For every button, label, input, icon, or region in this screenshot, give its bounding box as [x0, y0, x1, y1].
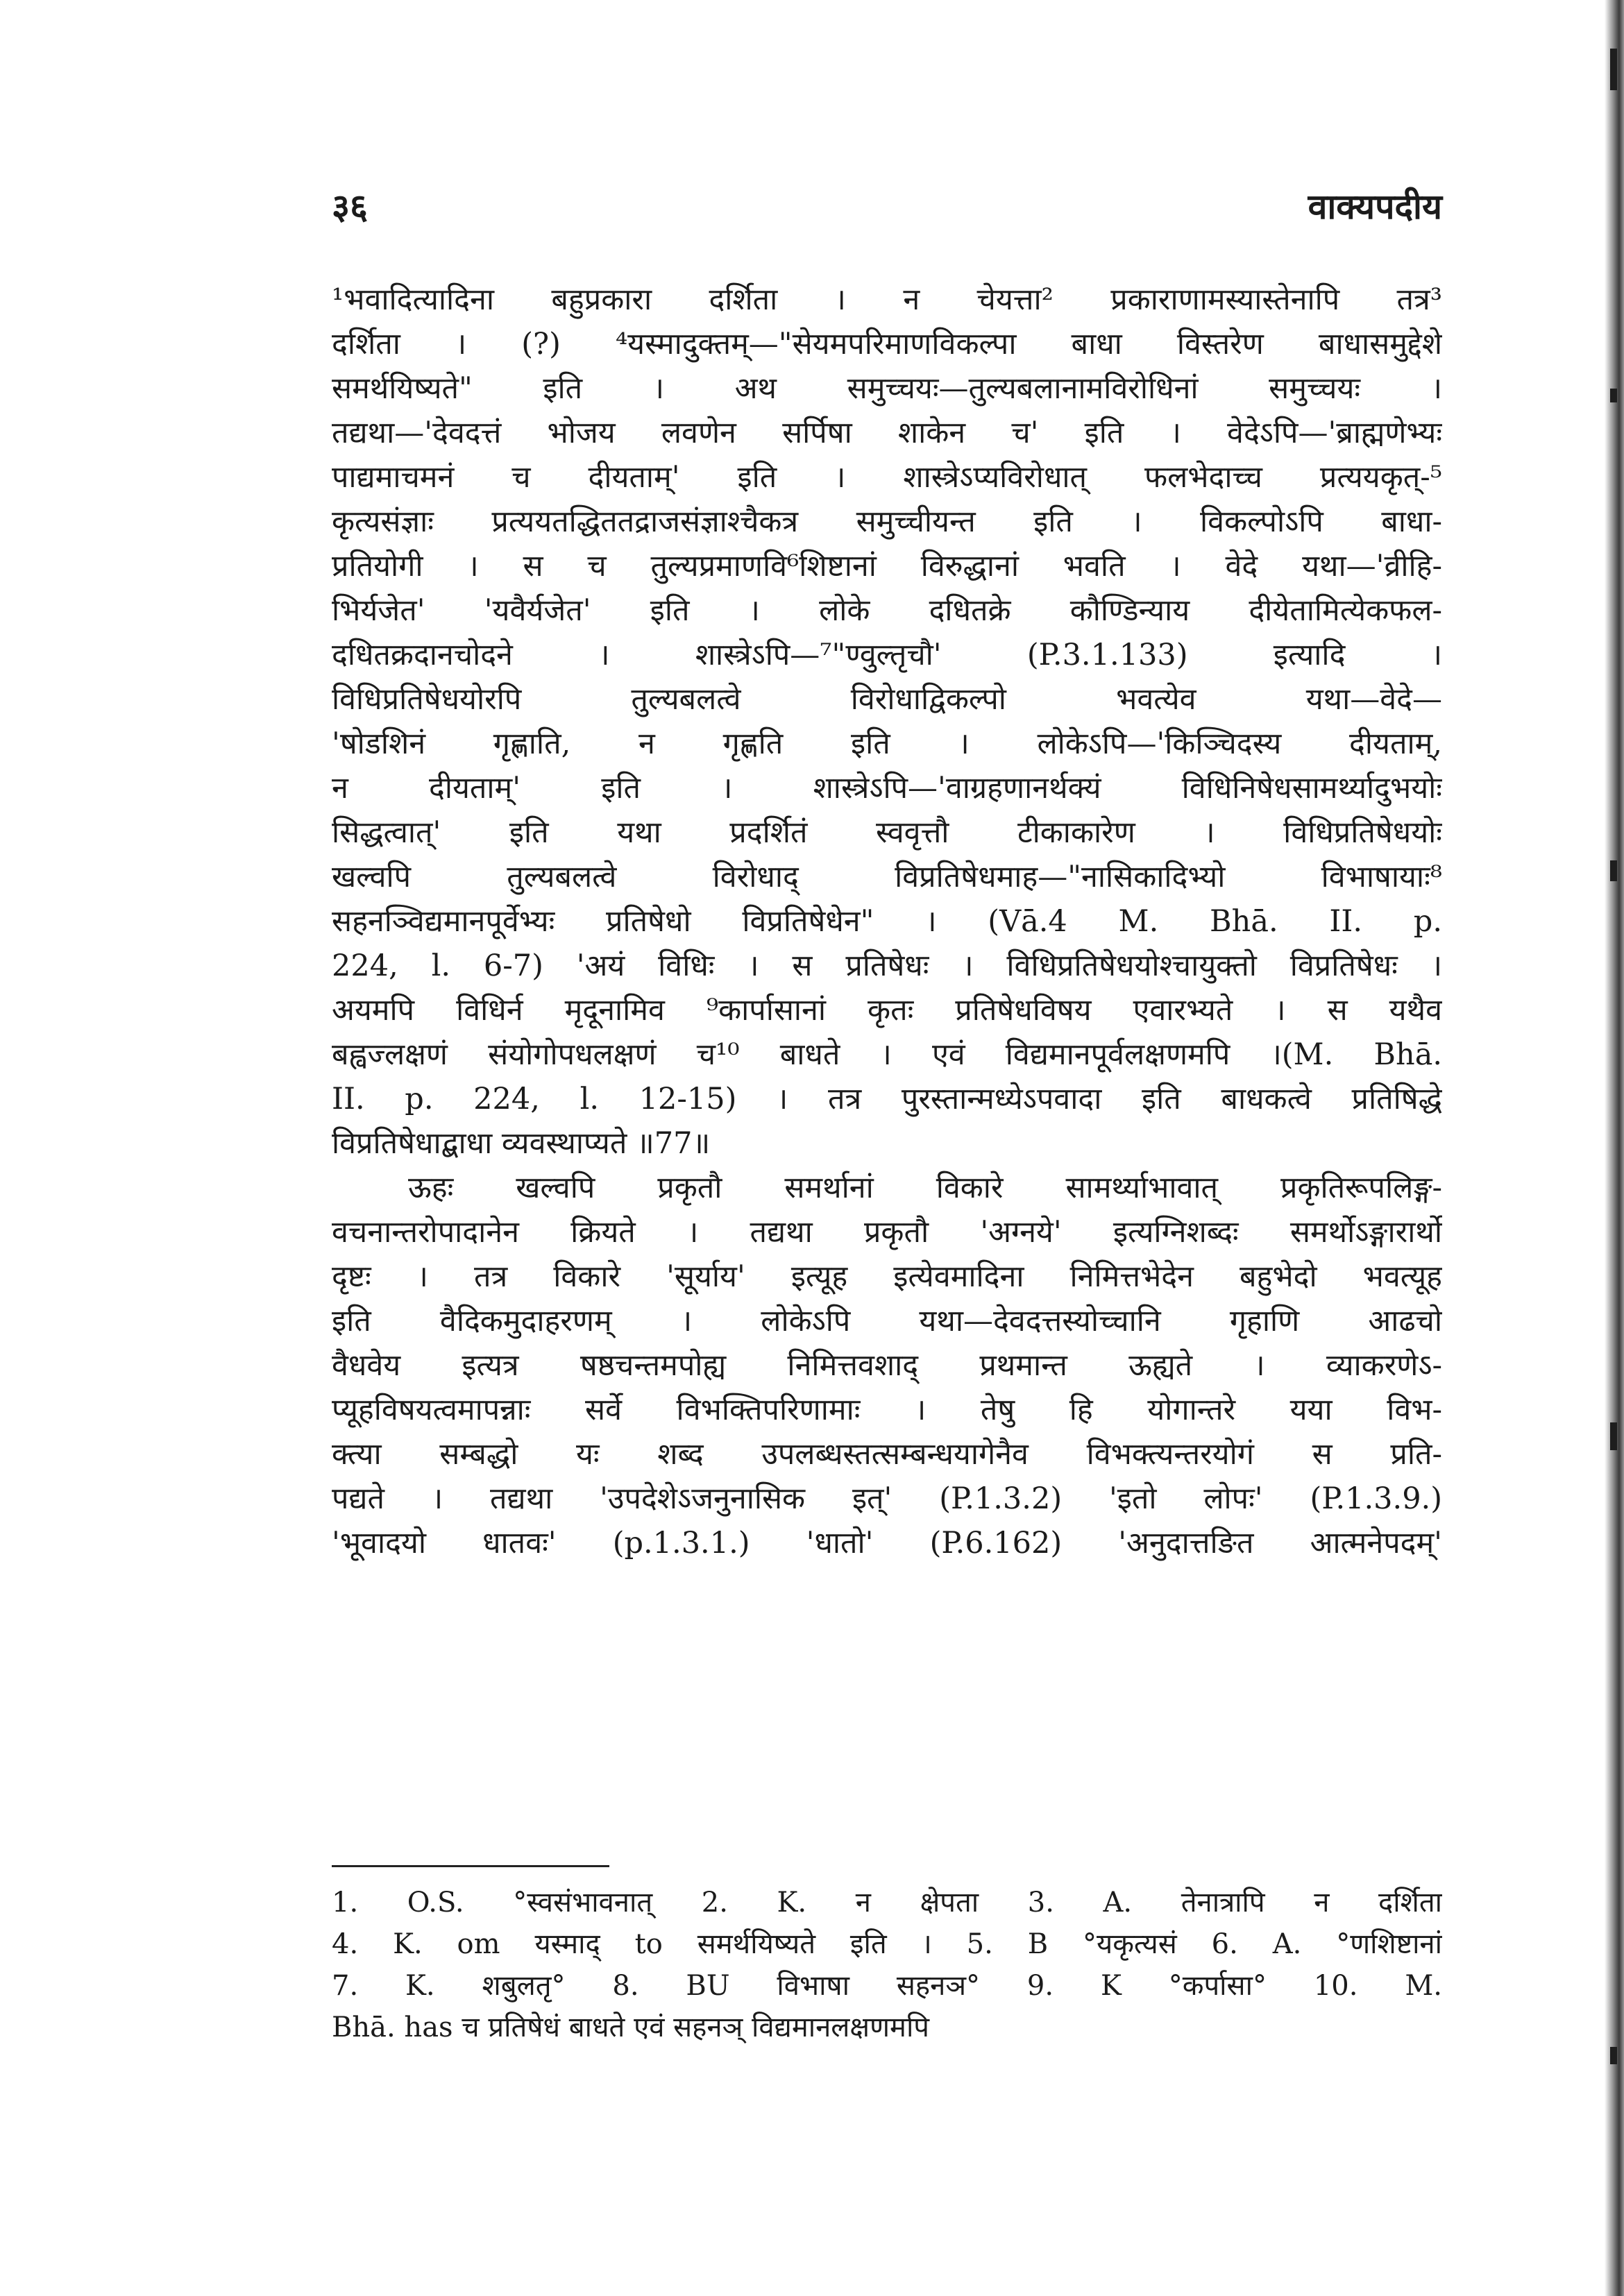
text-line: इति वैदिकमुदाहरणम् । लोकेऽपि यथा—देवदत्तस्योच्चानि गृहाणि आढचो	[332, 1304, 1442, 1338]
text-line: 'षोडशिनं गृह्णाति, न गृह्णति इति । लोकेऽपि—'किञ्चिदस्य दीयताम्,	[332, 726, 1442, 761]
text-line: खल्वपि तुल्यबलत्वे विरोधाद् विप्रतिषेधमाह—"नासिकादिभ्यो विभाषायाः⁸	[332, 860, 1442, 894]
footnotes	[332, 1882, 1442, 2048]
text-line: प्यूहविषयत्वमापन्नाः सर्वे विभक्तिपरिणामाः । तेषु हि योगान्तरे यया विभ-	[332, 1393, 1442, 1427]
page-binding-edge	[1605, 0, 1624, 2296]
page-header	[332, 182, 1442, 230]
text-line: 224, l. 6-7) 'अयं विधिः । स प्रतिषेधः । विधिप्रतिषेधयोश्चायुक्तो विप्रतिषेधः ।	[332, 949, 1442, 983]
text-line: वचनान्तरोपादानेन क्रियते । तद्यथा प्रकृतौ 'अग्नये' इत्यग्निशब्दः समर्थोऽङ्गारार्थो	[332, 1215, 1442, 1250]
text-line: कृत्यसंज्ञाः प्रत्ययतद्धिततद्राजसंज्ञाश्चैकत्र समुच्चीयन्त इति । विकल्पोऽपि बाधा-	[332, 504, 1442, 539]
text-line: भिर्यजेत' 'यवैर्यजेत' इति । लोके दधितक्रे कौण्डिन्याय दीयेतामित्येकफल-	[332, 593, 1442, 628]
text-line: क्त्या सम्बद्धो यः शब्द उपलब्धस्तत्सम्बन्धयागेनैव विभक्त्यन्तरयोगं स प्रति-	[332, 1437, 1442, 1472]
footnote-line: 1. O.S. °स्वसंभावनात् 2. K. न क्षेपता 3. A. तेनात्रापि न दर्शिता	[332, 1887, 1442, 1919]
text-line: दधितक्रदानचोदने । शास्त्रेऽपि—⁷"ण्वुल्तृचौ' (P.3.1.133) इत्यादि ।	[332, 638, 1442, 672]
footnote-line: Bhā. has च प्रतिषेधं बाधते एवं सहनञ् विद्यमानलक्षणमपि	[332, 2012, 930, 2043]
text-line: सहनञ्विद्यमानपूर्वेभ्यः प्रतिषेधो विप्रतिषेधेन" । (Vā.4 M. Bhā. II. p.	[332, 904, 1442, 939]
text-line: ऊहः खल्वपि प्रकृतौ समर्थानां विकारे सामर्थ्याभावात् प्रकृतिरूपलिङ्ग-	[408, 1171, 1442, 1205]
text-line: ¹भवादित्यादिना बहुप्रकारा दर्शिता । न चेयत्ता² प्रकाराणामस्यास्तेनापि तत्र³	[332, 282, 1442, 317]
text-line: पाद्यमाचमनं च दीयताम्' इति । शास्त्रेऽप्यविरोधात् फलभेदाच्च प्रत्ययकृत्-⁵	[332, 460, 1442, 495]
text-line: विप्रतिषेधाद्बाधा व्यवस्थाप्यते ॥77॥	[332, 1126, 711, 1161]
text-line: 'भूवादयो धातवः' (p.1.3.1.) 'धातो' (P.6.162) 'अनुदात्तङित आत्मनेपदम्'	[332, 1526, 1442, 1561]
footnote-rule	[332, 1865, 609, 1867]
text-line: समर्थयिष्यते" इति । अथ समुच्चयः—तुल्यबलानामविरोधिनां समुच्चयः ।	[332, 371, 1442, 406]
text-line: दृष्टः । तत्र विकारे 'सूर्याय' इत्यूह इत्येवमादिना निमित्तभेदेन बहुभेदो भवत्यूह	[332, 1259, 1442, 1294]
text-line: अयमपि विधिर्न मृदूनामिव ⁹कार्पासानां कृतः प्रतिषेधविषय एवारभ्यते । स यथैव	[332, 993, 1442, 1028]
text-line: बह्वज्लक्षणं संयोगोपधलक्षणं च¹⁰ बाधते । एवं विद्यमानपूर्वलक्षणमपि ।(M. Bhā.	[332, 1037, 1442, 1072]
footnote-line: 4. K. om यस्माद् to समर्थयिष्यते इति । 5. B °यकृत्यसं 6. A. °णशिष्टानां	[332, 1928, 1442, 1960]
body-text	[332, 278, 1442, 1565]
text-line: न दीयताम्' इति । शास्त्रेऽपि—'वाग्रहणानर्थक्यं विधिनिषेधसामर्थ्यादुभयोः	[332, 771, 1442, 806]
text-line: सिद्धत्वात्' इति यथा प्रदर्शितं स्ववृत्तौ टीकाकारेण । विधिप्रतिषेधयोः	[332, 815, 1442, 850]
text-line: दर्शिता । (?) ⁴यस्मादुक्तम्—"सेयमपरिमाणविकल्पा बाधा विस्तरेण बाधासमुद्देशे	[332, 327, 1442, 362]
text-line: पद्यते । तद्यथा 'उपदेशेऽजनुनासिक इत्' (P.1.3.2) 'इतो लोपः' (P.1.3.9.)	[332, 1481, 1442, 1516]
text-line: प्रतियोगी । स च तुल्यप्रमाणवि⁶शिष्टानां विरुद्धानां भवति । वेदे यथा—'व्रीहि-	[332, 549, 1442, 584]
text-line: II. p. 224, l. 12-15) । तत्र पुरस्तान्मध्येऽपवादा इति बाधकत्वे प्रतिषिद्धे	[332, 1082, 1442, 1116]
text-line: तद्यथा—'देवदत्तं भोजय लवणेन सर्पिषा शाकेन च' इति । वेदेऽपि—'ब्राह्मणेभ्यः	[332, 416, 1442, 450]
text-line: वैधवेय इत्यत्र षष्ठचन्तमपोह्य निमित्तवशाद् प्रथमान्त ऊह्यते । व्याकरणेऽ-	[332, 1348, 1442, 1383]
footnote-line: 7. K. शबुलतृ° 8. BU विभाषा सहनञ° 9. K °कर्पासा° 10. M.	[332, 1970, 1442, 2002]
text-line: विधिप्रतिषेधयोरपि तुल्यबलत्वे विरोधाद्विकल्पो भवत्येव यथा—वेदे—	[332, 682, 1442, 717]
page-number: ३६	[332, 186, 368, 227]
running-title: वाक्यपदीय	[1308, 186, 1442, 227]
